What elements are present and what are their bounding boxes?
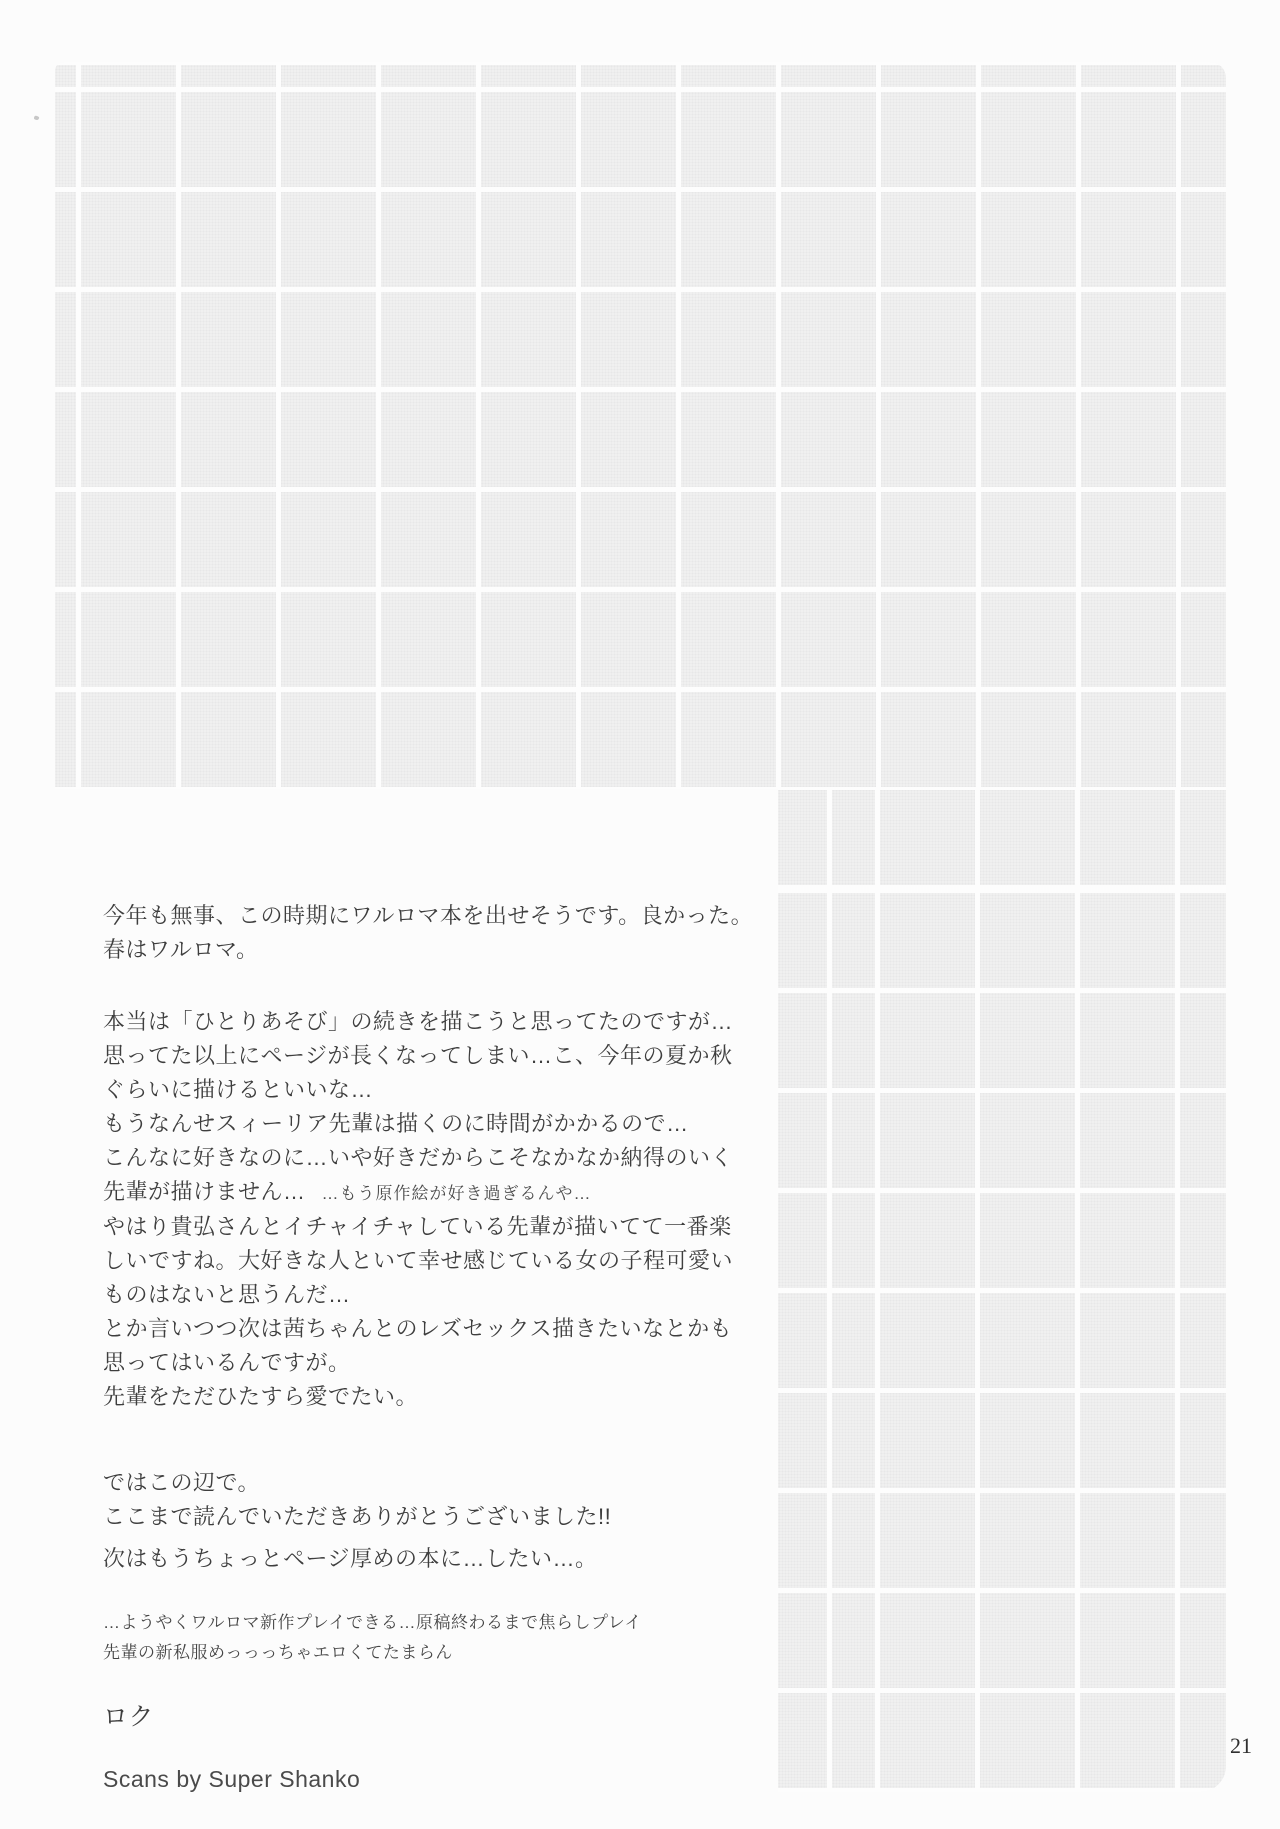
afterword-paragraph-5	[103, 1466, 611, 1534]
afterword-paragraph-2	[103, 1005, 733, 1211]
afterword-line: 先輩をただひたすら愛でたい。	[103, 1384, 419, 1409]
afterword-line: 思ってはいるんですが。	[103, 1350, 351, 1375]
afterword-line: 春はワルロマ。	[103, 937, 259, 962]
afterword-line	[103, 1175, 733, 1211]
afterword-line: ものはないと思うんだ…	[103, 1282, 351, 1307]
afterword-line: ここまで読んでいただきありがとうございました!!	[103, 1504, 612, 1529]
afterword-line: ではこの辺で。	[103, 1470, 261, 1495]
afterword-paragraph-4	[103, 1380, 418, 1414]
afterword-line: とか言いつつ次は茜ちゃんとのレズセックス描きたいなとかも	[103, 1316, 733, 1341]
afterword-line: もうなんせスィーリア先輩は描くのに時間がかかるので…	[103, 1111, 689, 1136]
afterword-line: ぐらいに描けるといいな…	[103, 1077, 374, 1102]
afterword-line: 本当は「ひとりあそび」の続きを描こうと思ってたのですが…	[103, 1009, 734, 1034]
afterword-paragraph-small-notes	[103, 1608, 642, 1668]
afterword-paragraph-3	[103, 1210, 733, 1380]
afterword-paragraph-6	[103, 1542, 598, 1576]
afterword-line: 先輩の新私服めっっっちゃエロくてたまらん	[103, 1643, 453, 1662]
author-signature: ロク	[103, 1703, 155, 1731]
afterword-line: 次はもうちょっとページ厚めの本に…したい…。	[103, 1546, 598, 1571]
afterword-line: …ようやくワルロマ新作プレイできる…原稿終わるまで焦らしプレイ	[103, 1613, 642, 1632]
afterword-paragraph-1	[103, 899, 753, 967]
afterword-line: やはり貴弘さんとイチャイチャしている先輩が描いてて一番楽	[103, 1214, 732, 1239]
scan-speck	[33, 115, 39, 120]
afterword-line: 思ってた以上にページが長くなってしまい…こ、今年の夏か秋	[103, 1043, 733, 1068]
afterword-line: 今年も無事、この時期にワルロマ本を出せそうです。良かった。	[103, 903, 754, 928]
afterword-line: しいですね。大好きな人といて幸せ感じている女の子程可愛い	[103, 1248, 734, 1273]
afterword-line-main: 先輩が描けません…	[103, 1179, 306, 1204]
grid-paper-right-block	[778, 789, 1226, 1792]
page-number: 21	[1230, 1733, 1252, 1758]
grid-paper-top-block	[55, 62, 1226, 789]
afterword-aside-note: …もう原作絵が好き過ぎるんや…	[321, 1184, 592, 1203]
afterword-line: こんなに好きなのに…いや好きだからこそなかなか納得のいく	[103, 1145, 734, 1170]
scan-credit: Scans by Super Shanko	[103, 1766, 361, 1792]
